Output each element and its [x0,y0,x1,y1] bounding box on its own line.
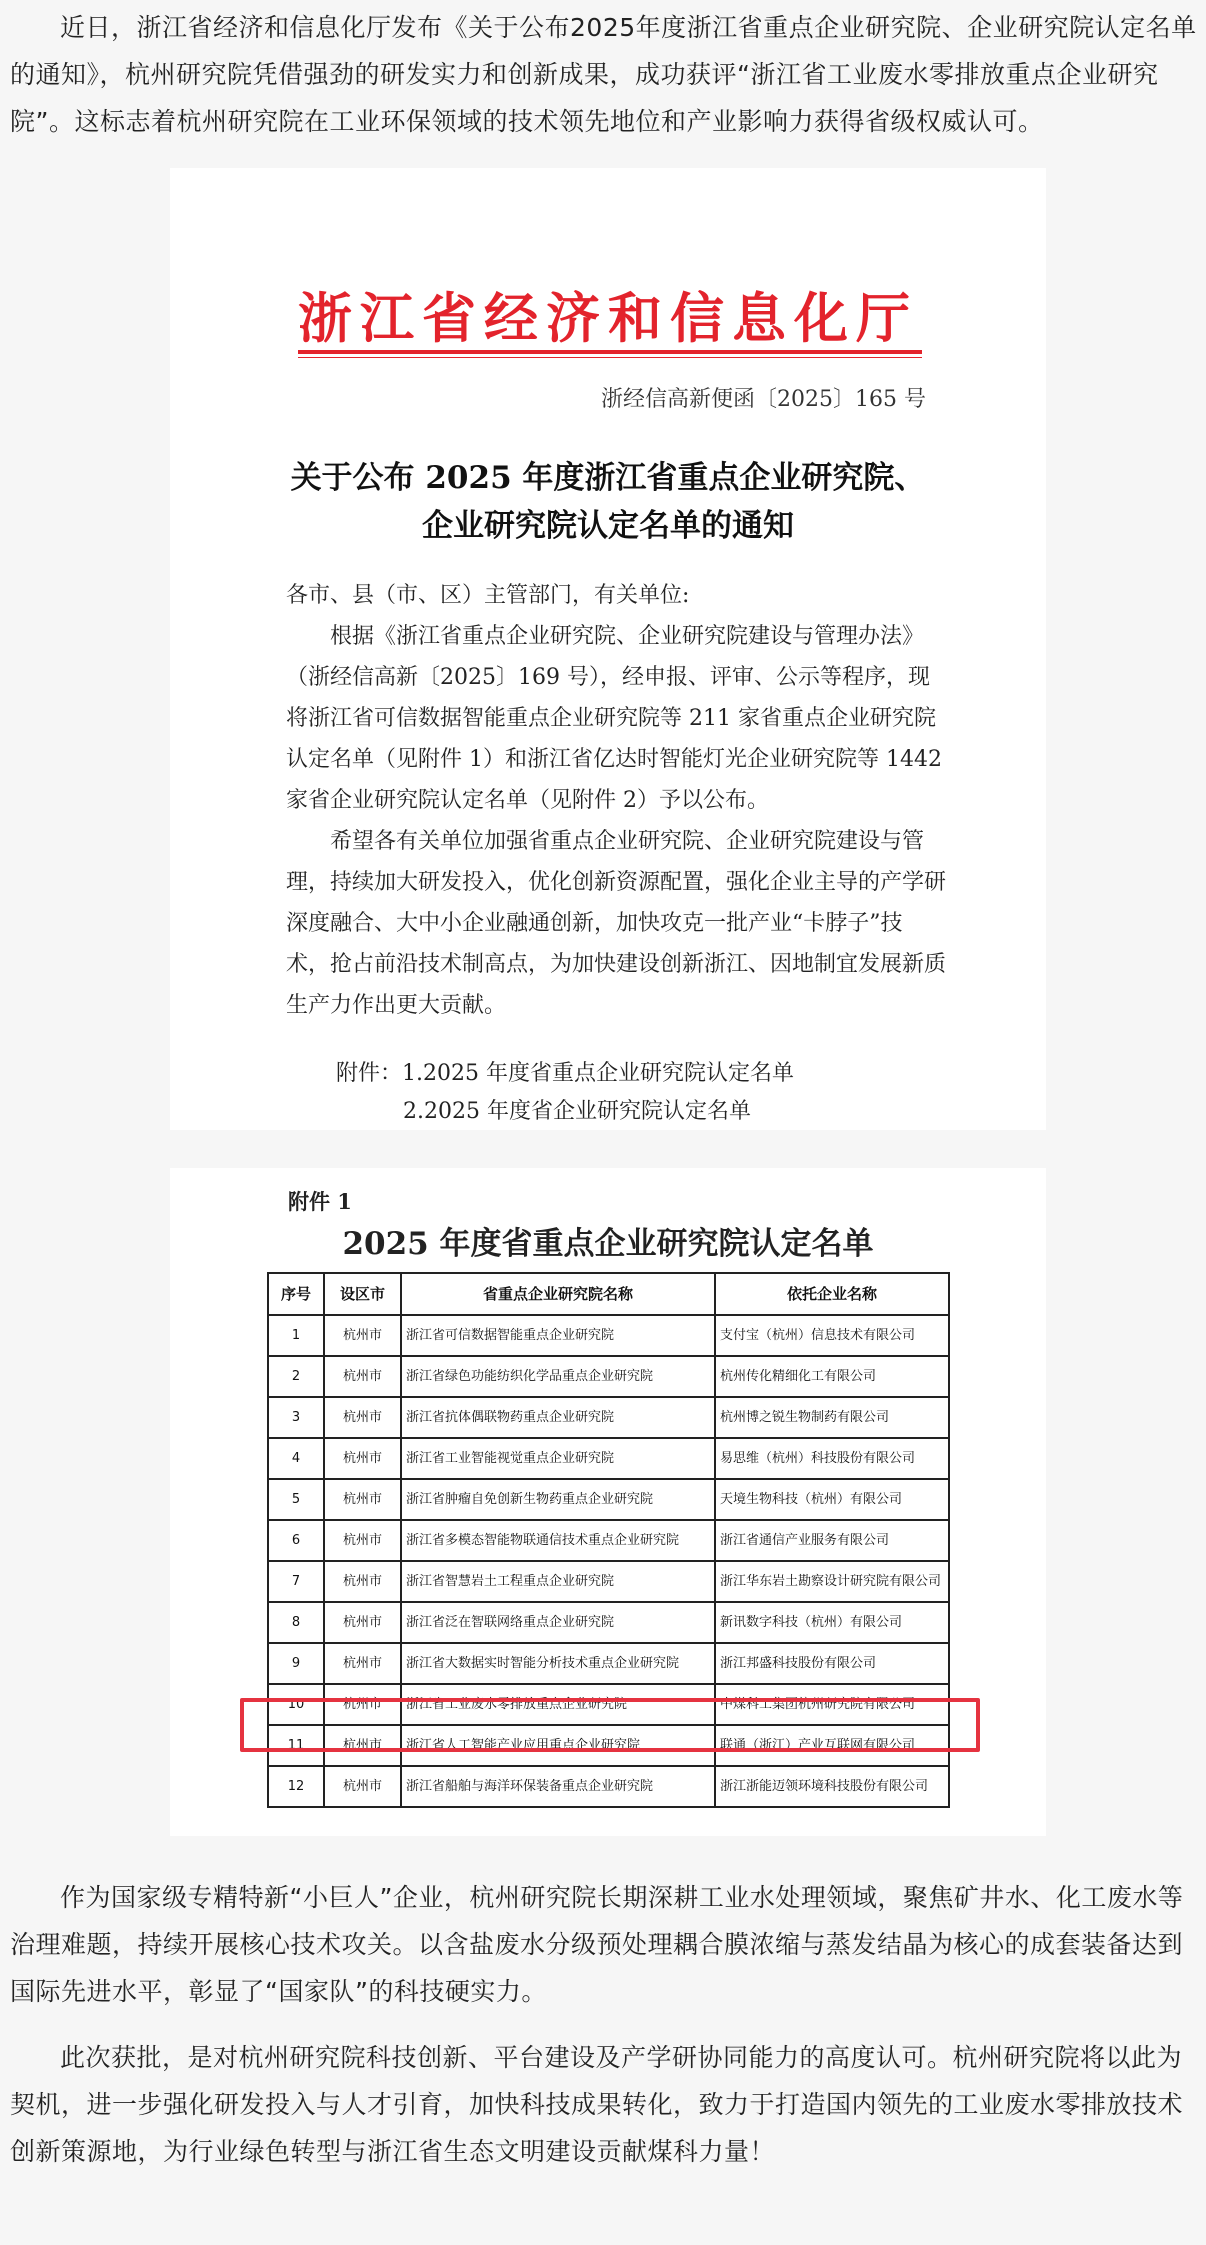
table-row [268,1520,949,1561]
notice-document-image [170,168,1046,1130]
cell-index: 5 [268,1479,324,1520]
annex-title: 2025 年度省重点企业研究院认定名单 [342,1226,874,1262]
cell-institute: 浙江省工业智能视觉重点企业研究院 [401,1438,715,1479]
table-row [268,1766,949,1807]
intro-paragraph: 近日，浙江省经济和信息化厅发布《关于公布2025年度浙江省重点企业研究院、企业研究院认定名单的通知》，杭州研究院凭借强劲的研发实力和创新成果，成功获评“浙江省工业废水零排放重点企业研究院”。这标志着杭州研究院在工业环保领域的技术领先地位和产业影响力获得省级权威认可。 [10,13,1197,136]
notice-body-1: 根据《浙江省重点企业研究院、企业研究院建设与管理办法》（浙经信高新〔2025〕169 号），经申报、评审、公示等程序，现将浙江省可信数据智能重点企业研究院等 211 家省重点企业研究院认定名单（见附件 1）和浙江省亿达时智能灯光企业研究院等 1442 家省企业研究院认定名单（见附件 2）予以公布。 [286,624,942,813]
table-row [268,1479,949,1520]
notice-body-2: 希望各有关单位加强省重点企业研究院、企业研究院建设与管理，持续加大研发投入，优化创新资源配置，强化企业主导的产学研深度融合、大中小企业融通创新，加快攻克一批产业“卡脖子”技术，抢占前沿技术制高点，为加快建设创新浙江、因地制宜发展新质生产力作出更大贡献。 [286,829,947,1018]
header-city: 设区市 [324,1273,401,1315]
table-row [268,1561,949,1602]
cell-company: 支付宝（杭州）信息技术有限公司 [715,1315,949,1356]
cell-city: 杭州市 [324,1766,401,1807]
cell-city: 杭州市 [324,1520,401,1561]
cell-index: 12 [268,1766,324,1807]
cell-company: 浙江华东岩土勘察设计研究院有限公司 [715,1561,949,1602]
table-row [268,1438,949,1479]
cell-city: 杭州市 [324,1397,401,1438]
cell-city: 杭州市 [324,1479,401,1520]
cell-index: 4 [268,1438,324,1479]
cell-institute: 浙江省工业废水零排放重点企业研究院 [401,1684,715,1725]
cell-city: 杭州市 [324,1725,401,1766]
table-row [268,1315,949,1356]
header-company: 依托企业名称 [715,1273,949,1315]
issuer-masthead: 浙江省经济和信息化厅 [298,286,918,350]
cell-company: 杭州博之锐生物制药有限公司 [715,1397,949,1438]
cell-index: 10 [268,1684,324,1725]
notice-salutation: 各市、县（市、区）主管部门，有关单位: [286,583,690,608]
cell-index: 7 [268,1561,324,1602]
attachment-1: 附件：1.2025 年度省重点企业研究院认定名单 [336,1061,794,1086]
cell-company: 天境生物科技（杭州）有限公司 [715,1479,949,1520]
cell-institute: 浙江省人工智能产业应用重点企业研究院 [401,1725,715,1766]
notice-title-line1: 关于公布 2025 年度浙江省重点企业研究院、 [290,460,926,496]
cell-city: 杭州市 [324,1356,401,1397]
cell-company: 新讯数字科技（杭州）有限公司 [715,1602,949,1643]
cell-institute: 浙江省船舶与海洋环保装备重点企业研究院 [401,1766,715,1807]
annex-label: 附件 1 [288,1189,352,1214]
cell-city: 杭州市 [324,1643,401,1684]
attachment-2: 2.2025 年度省企业研究院认定名单 [403,1099,751,1124]
cell-index: 9 [268,1643,324,1684]
background-paragraph: 作为国家级专精特新“小巨人”企业，杭州研究院长期深耕工业水处理领域，聚焦矿井水、化工废水等治理难题，持续开展核心技术攻关。以含盐废水分级预处理耦合膜浓缩与蒸发结晶为核心的成套装备达到国际先进水平，彰显了“国家队”的科技硬实力。 [10,1883,1184,2006]
notice-title-line2: 企业研究院认定名单的通知 [422,508,794,544]
cell-company: 浙江邦盛科技股份有限公司 [715,1643,949,1684]
cell-institute: 浙江省绿色功能纺织化学品重点企业研究院 [401,1356,715,1397]
header-index: 序号 [268,1273,324,1315]
table-row [268,1643,949,1684]
cell-company: 易思维（杭州）科技股份有限公司 [715,1438,949,1479]
cell-institute: 浙江省大数据实时智能分析技术重点企业研究院 [401,1643,715,1684]
cell-index: 8 [268,1602,324,1643]
cell-institute: 浙江省肿瘤自免创新生物药重点企业研究院 [401,1479,715,1520]
cell-city: 杭州市 [324,1684,401,1725]
header-institute: 省重点企业研究院名称 [401,1273,715,1315]
table-row [268,1602,949,1643]
document-number: 浙经信高新便函〔2025〕165 号 [601,387,926,412]
cell-company: 中煤科工集团杭州研究院有限公司 [715,1684,949,1725]
closing-paragraph: 此次获批，是对杭州研究院科技创新、平台建设及产学研协同能力的高度认可。杭州研究院将以此为契机，进一步强化研发投入与人才引育，加快科技成果转化，致力于打造国内领先的工业废水零排放技术创新策源地，为行业绿色转型与浙江省生态文明建设贡献煤科力量！ [10,2043,1184,2166]
table-header-row [268,1273,949,1315]
cell-institute: 浙江省可信数据智能重点企业研究院 [401,1315,715,1356]
cell-company: 浙江浙能迈领环境科技股份有限公司 [715,1766,949,1807]
cell-company: 浙江省通信产业服务有限公司 [715,1520,949,1561]
cell-city: 杭州市 [324,1602,401,1643]
cell-institute: 浙江省泛在智联网络重点企业研究院 [401,1602,715,1643]
table-row [268,1356,949,1397]
cell-index: 6 [268,1520,324,1561]
cell-index: 3 [268,1397,324,1438]
cell-city: 杭州市 [324,1561,401,1602]
table-row [268,1397,949,1438]
cell-institute: 浙江省智慧岩土工程重点企业研究院 [401,1561,715,1602]
cell-city: 杭州市 [324,1438,401,1479]
highlight-box [240,1698,980,1752]
cell-company: 杭州传化精细化工有限公司 [715,1356,949,1397]
cell-institute: 浙江省多模态智能物联通信技术重点企业研究院 [401,1520,715,1561]
cell-company: 联通（浙江）产业互联网有限公司 [715,1725,949,1766]
cell-city: 杭州市 [324,1315,401,1356]
cell-index: 2 [268,1356,324,1397]
red-rule-thick [298,350,922,354]
cell-index: 1 [268,1315,324,1356]
red-rule-thin [298,357,922,358]
cell-institute: 浙江省抗体偶联物药重点企业研究院 [401,1397,715,1438]
annex-table-image [170,1168,1046,1836]
cell-index: 11 [268,1725,324,1766]
